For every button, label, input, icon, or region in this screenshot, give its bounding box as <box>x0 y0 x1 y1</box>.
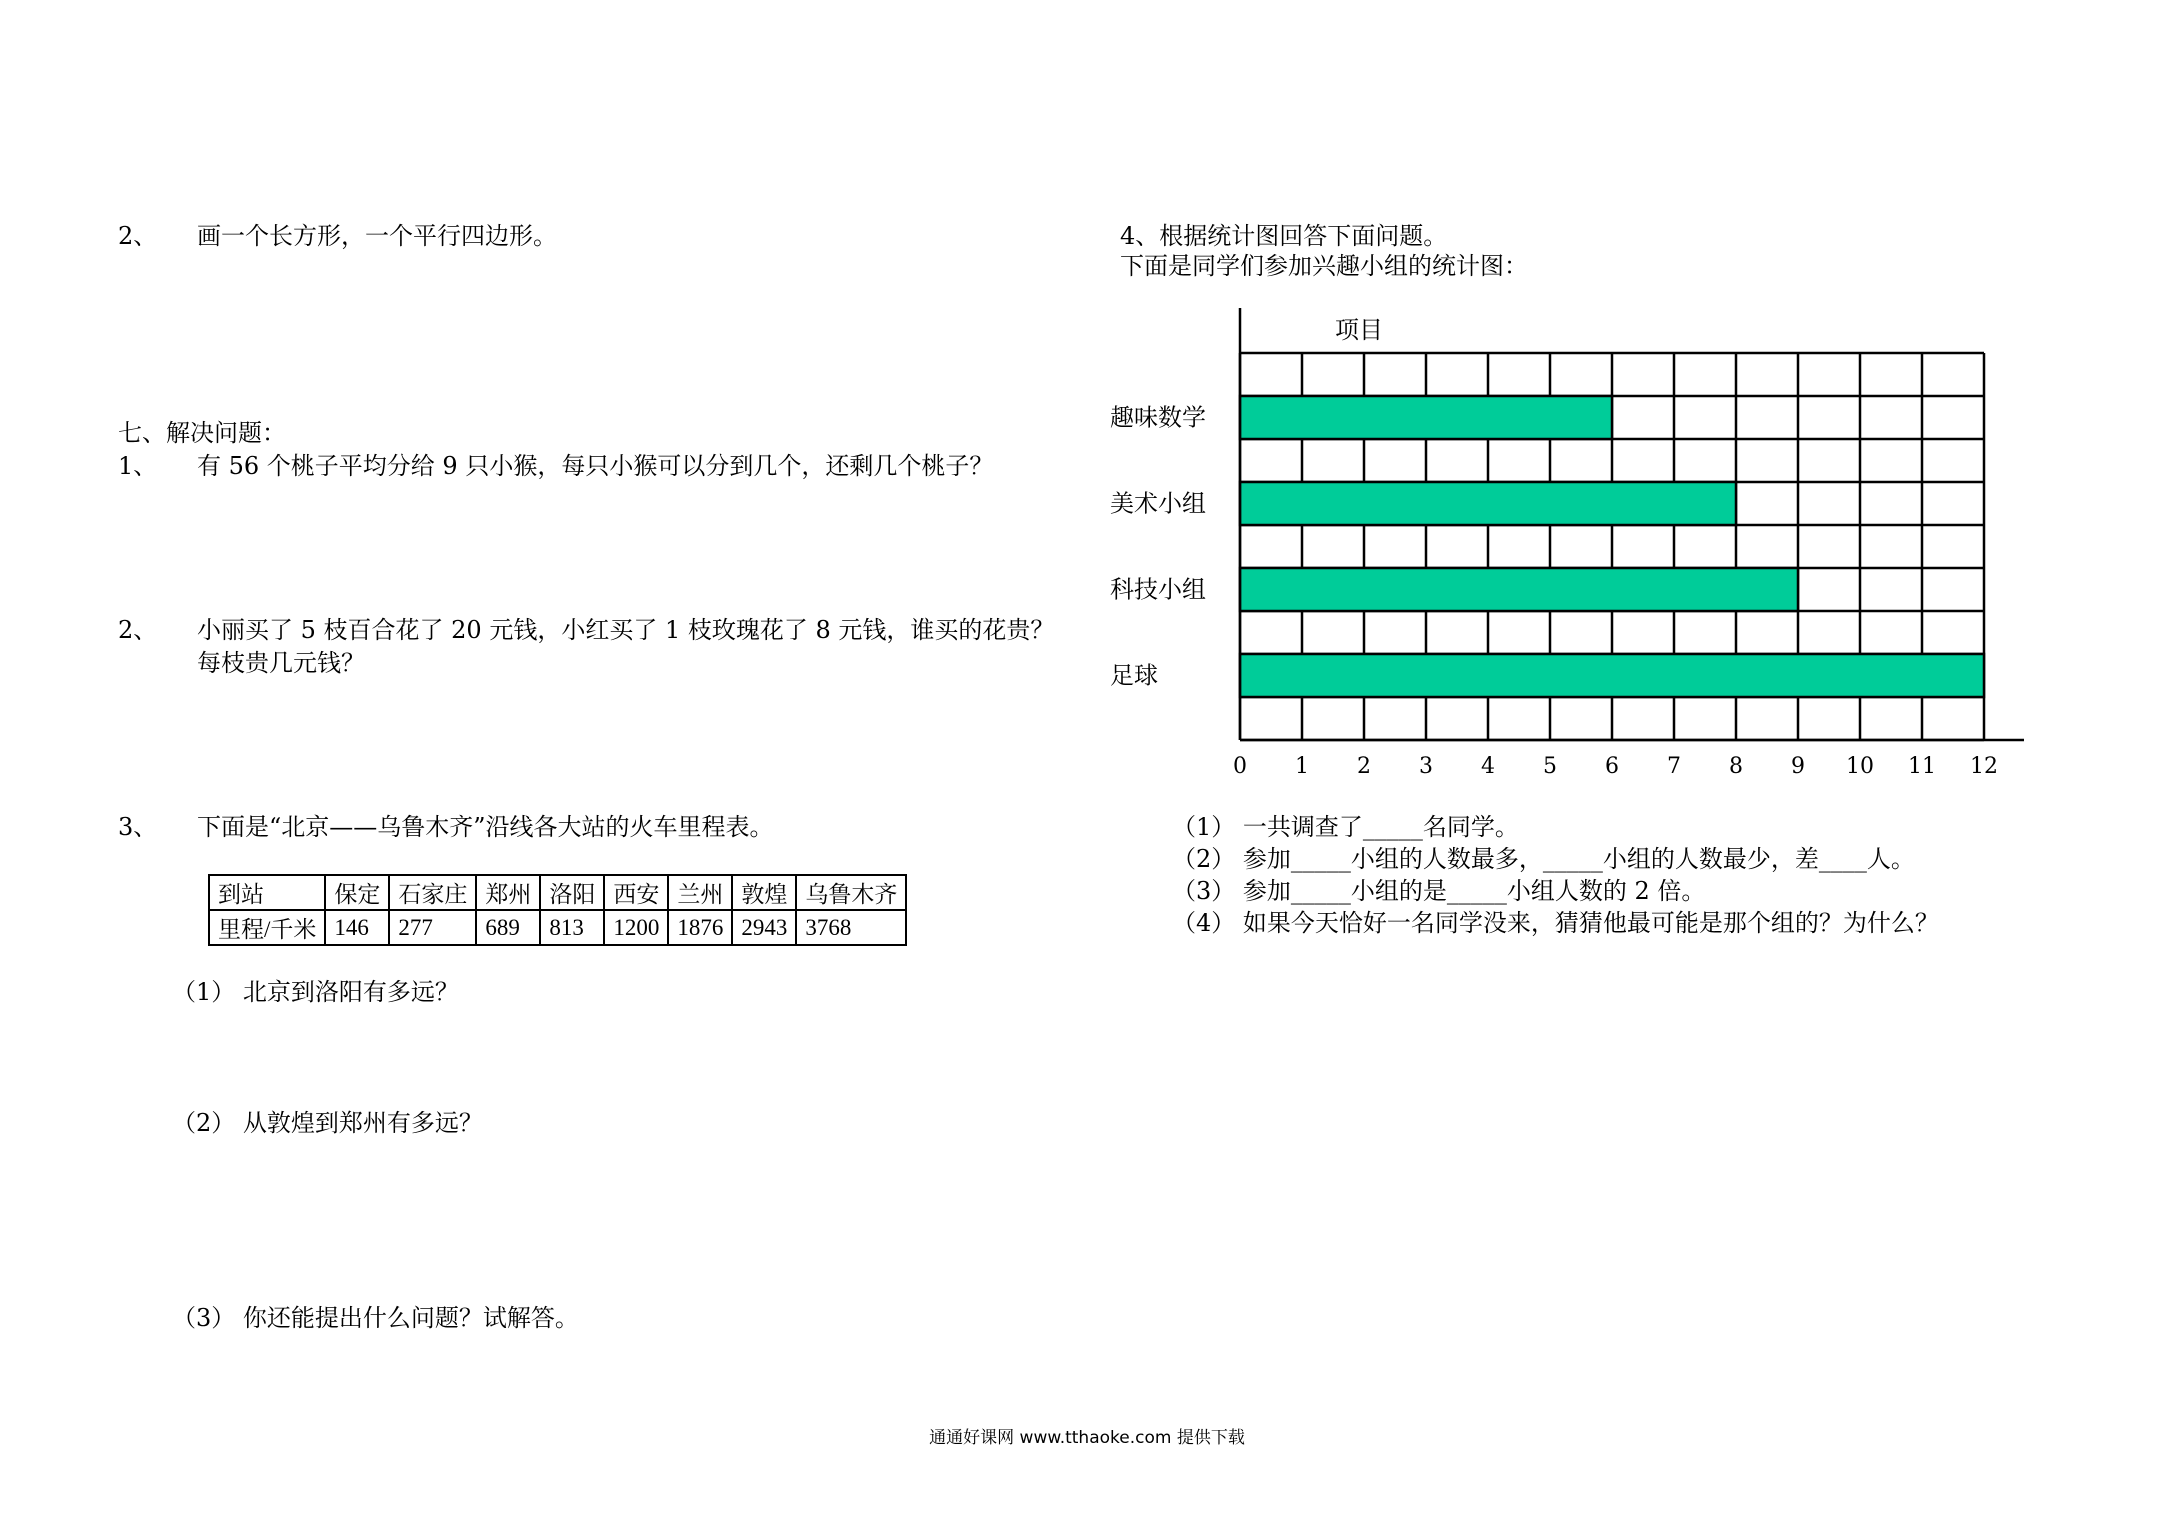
mileage-table <box>208 874 907 946</box>
table-cell: 3768 <box>796 910 906 945</box>
table-cell: 146 <box>325 910 389 945</box>
x-tick-label: 7 <box>1667 754 1681 779</box>
table-cell: 里程/千米 <box>209 910 325 945</box>
bar-3 <box>1240 568 1798 611</box>
x-tick-label: 3 <box>1419 754 1433 779</box>
y-axis-label: 项目 <box>1335 316 1383 344</box>
chart-question-4: （4） 如果今天恰好一名同学没来，猜猜他最可能是那个组的？为什么？ <box>1172 909 1939 937</box>
interest-group-bar-chart <box>1100 300 2050 780</box>
table-cell: 洛阳 <box>540 875 604 910</box>
x-tick-label: 11 <box>1908 754 1936 779</box>
table-cell: 到站 <box>209 875 325 910</box>
table-cell: 乌鲁木齐 <box>796 875 906 910</box>
problem-3-number: 3、 <box>118 813 158 841</box>
category-label: 美术小组 <box>1110 489 1206 518</box>
table-cell: 813 <box>540 910 604 945</box>
footer-credit: 通通好课网 www.tthaoke.com 提供下载 <box>929 1428 1245 1448</box>
question-4-title: 4、根据统计图回答下面问题。 <box>1120 222 1448 250</box>
q2-number: 2、 <box>118 222 158 250</box>
x-tick-label: 4 <box>1481 754 1495 779</box>
chart-question-3: （3） 参加_____小组的是_____小组人数的 2 倍。 <box>1172 877 1706 905</box>
x-tick-label: 0 <box>1233 754 1247 779</box>
bar-2 <box>1240 482 1736 525</box>
x-tick-label: 10 <box>1846 754 1874 779</box>
table-header-row <box>209 875 906 910</box>
table-row <box>209 910 906 945</box>
subquestion-1: （1） 北京到洛阳有多远？ <box>172 978 459 1006</box>
table-cell: 西安 <box>604 875 668 910</box>
table-cell: 277 <box>389 910 476 945</box>
x-tick-label: 8 <box>1729 754 1743 779</box>
problem-3-text: 下面是“北京——乌鲁木齐”沿线各大站的火车里程表。 <box>197 813 774 841</box>
x-tick-label: 6 <box>1605 754 1619 779</box>
x-tick-label: 12 <box>1970 754 1998 779</box>
table-cell: 石家庄 <box>389 875 476 910</box>
x-tick-label: 1 <box>1295 754 1309 779</box>
category-label: 趣味数学 <box>1110 403 1206 432</box>
subquestion-3: （3） 你还能提出什么问题？试解答。 <box>172 1304 579 1332</box>
problem-2-line-1: 小丽买了 5 枝百合花了 20 元钱，小红买了 1 枝玫瑰花了 8 元钱，谁买的花贵？ <box>197 616 1055 644</box>
problem-2-line-2: 每枝贵几元钱？ <box>197 649 365 677</box>
table-cell: 保定 <box>325 875 389 910</box>
table-cell: 1200 <box>604 910 668 945</box>
x-tick-label: 2 <box>1357 754 1371 779</box>
bar-1 <box>1240 396 1612 439</box>
table-cell: 郑州 <box>476 875 540 910</box>
table-cell: 1876 <box>668 910 732 945</box>
problem-1-number: 1、 <box>118 452 158 480</box>
table-cell: 2943 <box>732 910 796 945</box>
problem-2-number: 2、 <box>118 616 158 644</box>
problem-1-text: 有 56 个桃子平均分给 9 只小猴，每只小猴可以分到几个，还剩几个桃子？ <box>197 452 994 480</box>
x-tick-label: 5 <box>1543 754 1557 779</box>
x-tick-label: 9 <box>1791 754 1805 779</box>
section-7-heading: 七、解决问题： <box>118 419 286 447</box>
chart-question-2: （2） 参加_____小组的人数最多，_____小组的人数最少，差____人。 <box>1172 845 1915 873</box>
table-cell: 敦煌 <box>732 875 796 910</box>
question-4-intro: 下面是同学们参加兴趣小组的统计图： <box>1120 252 1528 280</box>
bar-4 <box>1240 654 1984 697</box>
category-label: 科技小组 <box>1110 575 1206 604</box>
table-cell: 689 <box>476 910 540 945</box>
q2-text: 画一个长方形，一个平行四边形。 <box>197 222 557 250</box>
chart-question-1: （1） 一共调查了_____名同学。 <box>1172 813 1519 841</box>
category-label: 足球 <box>1110 661 1158 690</box>
table-cell: 兰州 <box>668 875 732 910</box>
subquestion-2: （2） 从敦煌到郑州有多远？ <box>172 1109 483 1137</box>
